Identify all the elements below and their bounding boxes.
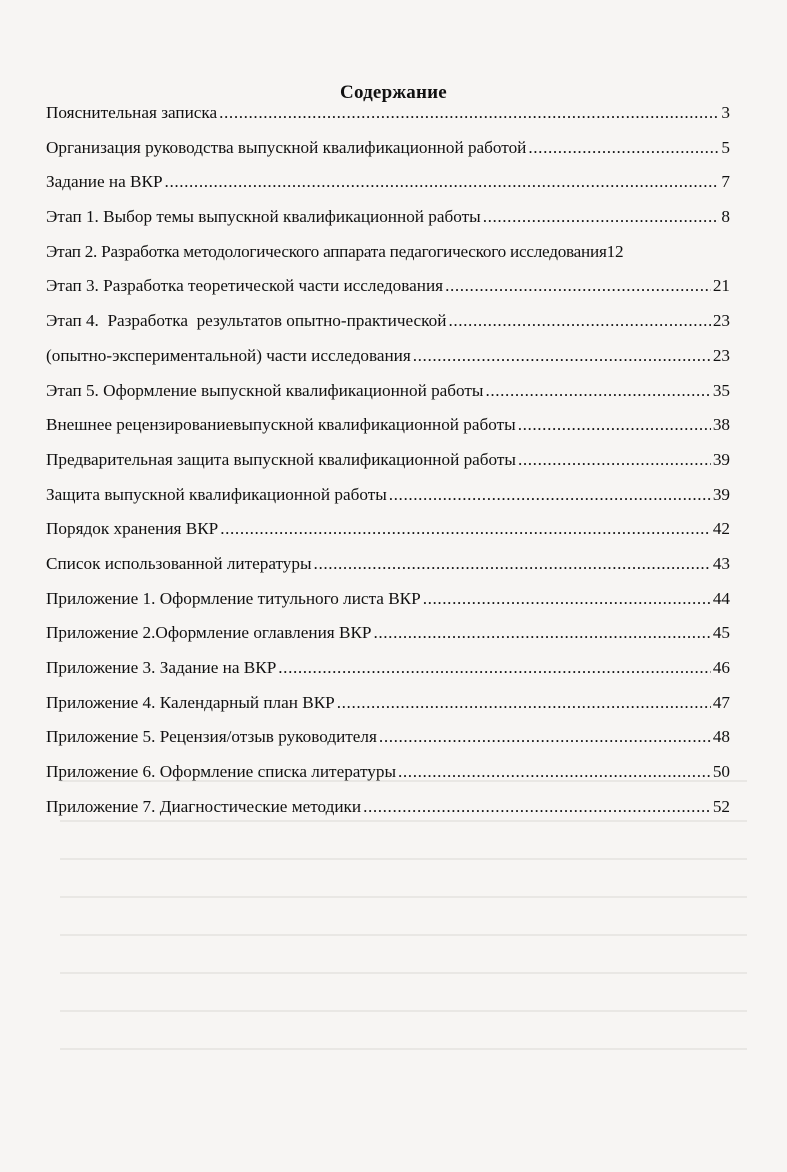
toc-entry-page: 52 xyxy=(712,796,730,816)
toc-leader-dots xyxy=(398,762,711,782)
toc-leader-dots xyxy=(518,415,711,435)
toc-entry-page: 39 xyxy=(712,449,730,469)
toc-entry[interactable] xyxy=(46,589,730,624)
toc-entry[interactable] xyxy=(46,727,730,762)
toc-entry[interactable] xyxy=(46,658,730,693)
toc-entry-title: Порядок хранения ВКР xyxy=(46,519,219,539)
bleed-through-line xyxy=(60,1048,747,1050)
toc-leader-dots xyxy=(389,485,711,505)
toc-leader-dots xyxy=(448,311,710,331)
toc-entry[interactable] xyxy=(46,623,730,658)
toc-entry[interactable] xyxy=(46,415,730,450)
toc-entry-title: Внешнее рецензированиевыпускной квалификационной работы xyxy=(46,415,516,435)
toc-entry-title: Этап 4. Разработка результатов опытно-практической xyxy=(46,311,447,331)
toc-entry-title: Этап 5. Оформление выпускной квалификационной работы xyxy=(46,380,484,400)
toc-entry-page: 38 xyxy=(712,415,730,435)
toc-entry-page: 21 xyxy=(712,276,730,296)
toc-leader-dots xyxy=(423,589,711,609)
toc-entry-page: 23 xyxy=(712,311,730,331)
toc-leader-dots xyxy=(278,658,711,678)
toc-entry-title: Приложение 4. Календарный план ВКР xyxy=(46,692,335,712)
toc-leader-dots xyxy=(413,346,711,366)
toc-entry-page: 46 xyxy=(712,658,730,677)
toc-entry-title: Приложение 1. Оформление титульного листа ВКР xyxy=(46,588,421,608)
table-of-contents xyxy=(46,103,730,831)
toc-entry-title: Этап 1. Выбор темы выпускной квалификационной работы xyxy=(46,207,481,227)
toc-entry-title: Приложение 7. Диагностические методики xyxy=(46,796,362,816)
toc-entry-page: 47 xyxy=(712,692,730,712)
toc-entry[interactable] xyxy=(46,103,730,138)
toc-entry[interactable] xyxy=(46,554,730,589)
toc-entry-title: Этап 2. Разработка методологического аппарата педагогического исследования xyxy=(46,241,607,261)
toc-entry[interactable] xyxy=(46,242,730,277)
toc-leader-dots xyxy=(220,519,711,539)
toc-entry[interactable] xyxy=(46,797,730,832)
toc-entry-page: 44 xyxy=(712,588,730,608)
toc-entry[interactable] xyxy=(46,276,730,311)
toc-entry-title: Список использованной литературы xyxy=(46,553,312,573)
bleed-through-line xyxy=(60,934,747,936)
toc-entry[interactable] xyxy=(46,311,730,346)
toc-entry-title: Приложение 2.Оформление оглавления ВКР xyxy=(46,623,372,643)
toc-entry[interactable] xyxy=(46,207,730,242)
toc-entry-page: 8 xyxy=(721,207,730,227)
toc-entry-title: Предварительная защита выпускной квалификационной работы xyxy=(46,449,516,469)
toc-leader-dots xyxy=(483,207,720,227)
toc-leader-dots xyxy=(379,727,711,747)
toc-leader-dots xyxy=(314,554,711,574)
toc-entry-title: (опытно-экспериментальной) части исследования xyxy=(46,345,411,365)
toc-entry-title: Защита выпускной квалификационной работы xyxy=(46,484,387,504)
toc-entry-page: 39 xyxy=(712,484,730,504)
toc-leader-dots xyxy=(337,693,711,713)
bleed-through-line xyxy=(60,1010,747,1012)
toc-entry-title: Пояснительная записка xyxy=(46,103,218,122)
toc-entry-title: Приложение 5. Рецензия/отзыв руководителя xyxy=(46,727,377,747)
toc-entry[interactable] xyxy=(46,693,730,728)
toc-entry-page: 35 xyxy=(712,380,730,400)
toc-leader-dots xyxy=(373,623,710,643)
toc-entry-page: 12 xyxy=(606,241,624,261)
toc-entry-page: 45 xyxy=(712,623,730,643)
bleed-through-line xyxy=(60,896,747,898)
toc-entry-title: Этап 3. Разработка теоретической части исследования xyxy=(46,276,444,296)
toc-entry-page: 42 xyxy=(712,519,730,539)
toc-entry[interactable] xyxy=(46,519,730,554)
toc-entry-page: 43 xyxy=(712,553,730,573)
toc-leader-dots xyxy=(445,276,711,296)
toc-entry-page: 23 xyxy=(712,345,730,365)
toc-entry-title: Задание на ВКР xyxy=(46,172,163,192)
toc-entry-title: Организация руководства выпускной квалификационной работой xyxy=(46,137,527,157)
toc-entry-page: 48 xyxy=(712,727,730,747)
toc-leader-dots xyxy=(165,172,720,192)
toc-entry-page: 50 xyxy=(712,762,730,782)
toc-entry-title: Приложение 3. Задание на ВКР xyxy=(46,658,277,677)
toc-entry[interactable] xyxy=(46,172,730,207)
toc-entry-page: 3 xyxy=(721,103,730,122)
toc-entry-page: 7 xyxy=(721,172,730,192)
toc-leader-dots xyxy=(528,138,719,158)
toc-entry[interactable] xyxy=(46,346,730,381)
toc-entry[interactable] xyxy=(46,450,730,485)
toc-leader-dots xyxy=(363,797,711,817)
page-title: Содержание xyxy=(340,82,447,103)
toc-entry-title: Приложение 6. Оформление списка литературы xyxy=(46,762,396,782)
toc-entry[interactable] xyxy=(46,138,730,173)
bleed-through-line xyxy=(60,858,747,860)
toc-leader-dots xyxy=(219,103,719,123)
toc-entry-page: 5 xyxy=(721,137,730,157)
toc-leader-dots xyxy=(518,450,711,470)
toc-entry[interactable] xyxy=(46,762,730,797)
toc-entry[interactable] xyxy=(46,381,730,416)
toc-leader-dots xyxy=(485,381,710,401)
bleed-through-line xyxy=(60,972,747,974)
toc-entry[interactable] xyxy=(46,485,730,520)
